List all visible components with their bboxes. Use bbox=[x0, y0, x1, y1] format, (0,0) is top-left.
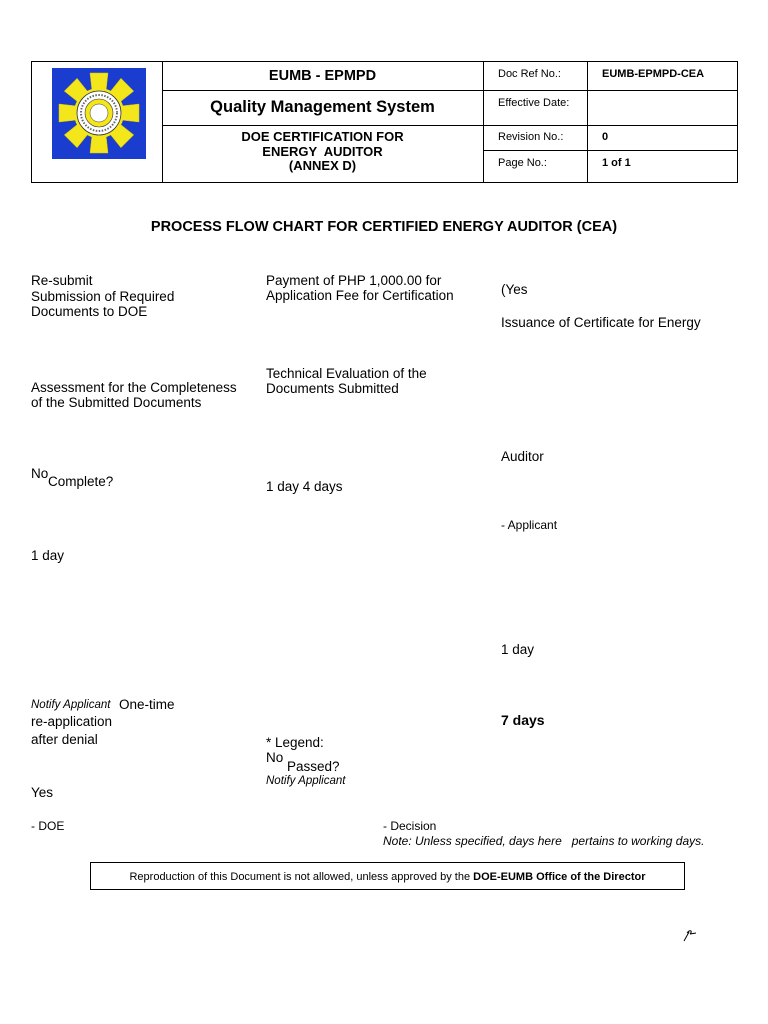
resubmit-label: Re-submit bbox=[31, 273, 93, 288]
after-denial-label: after denial bbox=[31, 732, 98, 747]
yes-label: Yes bbox=[31, 785, 54, 800]
no-label-passed: No bbox=[266, 750, 284, 765]
payment-line1: Payment of PHP 1,000.00 for bbox=[266, 273, 442, 288]
page-no-value: 1 of 1 bbox=[602, 157, 631, 169]
no-label: No bbox=[31, 466, 49, 481]
issuance-duration: 1 day bbox=[501, 642, 535, 657]
legend-decision: - Decision bbox=[383, 819, 437, 833]
payment-line2: Application Fee for Certification bbox=[266, 288, 454, 303]
page-no-label: Page No.: bbox=[498, 157, 547, 169]
signature-mark-icon bbox=[680, 924, 700, 944]
page-title: PROCESS FLOW CHART FOR CERTIFIED ENERGY AUDITOR (CEA) bbox=[150, 219, 618, 235]
legend-applicant: - Applicant bbox=[501, 518, 558, 532]
legend-doe: - DOE bbox=[31, 819, 65, 833]
notify-applicant-label: Notify Applicant bbox=[31, 699, 111, 711]
evaluation-duration: 1 day 4 days bbox=[266, 479, 343, 494]
doc-title bbox=[162, 130, 483, 174]
one-time-label: One-time bbox=[119, 697, 175, 712]
reapplication-label: re-application bbox=[31, 714, 113, 729]
doc-title-line3: (ANNEX D) bbox=[288, 158, 357, 173]
submission-line1: Submission of Required bbox=[31, 289, 175, 304]
complete-decision: Complete? bbox=[48, 474, 114, 489]
doc-ref-value: EUMB-EPMPD-CEA bbox=[602, 68, 705, 80]
doc-title-line2: ENERGY AUDITOR bbox=[262, 143, 383, 159]
document-header-table bbox=[31, 61, 738, 183]
technical-line1: Technical Evaluation of the bbox=[266, 366, 427, 381]
technical-line2: Documents Submitted bbox=[266, 381, 399, 396]
org-name: EUMB - EPMPD bbox=[268, 68, 377, 84]
working-days-note: Note: Unless specified, days here pertains to working days. bbox=[383, 834, 705, 848]
reproduction-notice-authority: DOE-EUMB Office of the Director bbox=[473, 871, 646, 883]
system-name: Quality Management System bbox=[210, 98, 435, 116]
assessment-line2: of the Submitted Documents bbox=[31, 395, 202, 410]
sun-seal-icon bbox=[52, 68, 146, 159]
reproduction-notice bbox=[90, 862, 685, 890]
doc-title-line1: DOE CERTIFICATION FOR bbox=[241, 129, 404, 144]
yes-label-right: (Yes bbox=[501, 282, 528, 297]
doe-logo bbox=[52, 68, 146, 159]
total-duration: 7 days bbox=[501, 712, 545, 728]
revision-label: Revision No.: bbox=[498, 131, 564, 143]
assessment-line1: Assessment for the Completeness bbox=[31, 380, 237, 395]
reproduction-notice-text: Reproduction of this Document is not allowed, unless approved by the bbox=[129, 871, 474, 883]
effective-date-label: Effective Date: bbox=[498, 97, 570, 109]
legend-title: * Legend: bbox=[266, 735, 324, 750]
revision-value: 0 bbox=[602, 131, 609, 143]
assessment-duration: 1 day bbox=[31, 548, 65, 563]
passed-decision: Passed? bbox=[287, 759, 340, 774]
auditor-label: Auditor bbox=[501, 449, 544, 464]
issuance-label: Issuance of Certificate for Energy bbox=[501, 315, 701, 330]
doc-ref-label: Doc Ref No.: bbox=[498, 68, 561, 80]
notify-applicant-passed: Notify Applicant bbox=[266, 775, 346, 787]
submission-line2: Documents to DOE bbox=[31, 304, 148, 319]
